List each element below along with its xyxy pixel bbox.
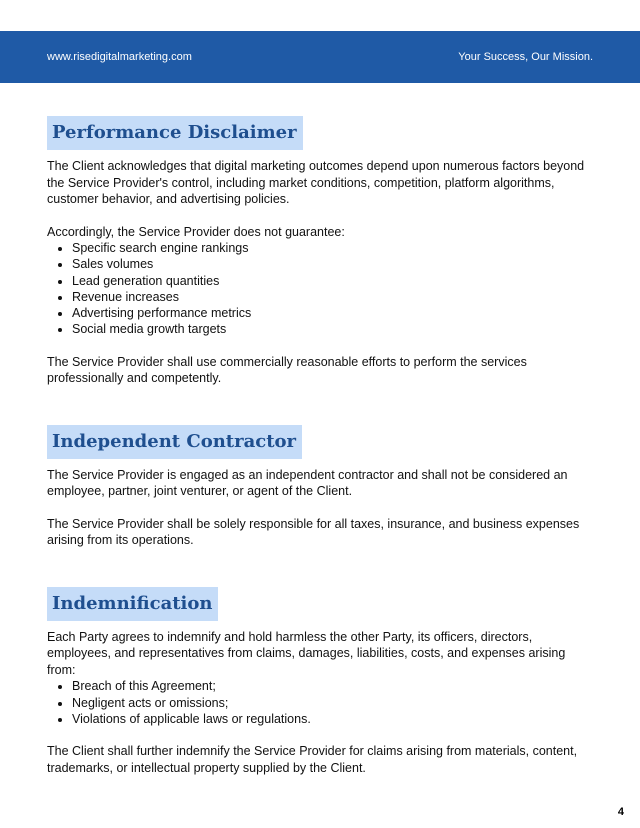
section-independent-contractor <box>47 425 597 549</box>
paragraph: The Client acknowledges that digital marketing outcomes depend upon numerous factors beyond the Service Provider's control, including market conditions, competition, platform algorithms, customer behavior, and advertising policies. <box>47 159 585 206</box>
page-header <box>0 31 640 83</box>
list-item: • Revenue increases <box>72 289 597 305</box>
section-heading: Indemnification <box>47 587 218 621</box>
list-item: • Negligent acts or omissions; <box>72 695 597 711</box>
paragraph: Each Party agrees to indemnify and hold harmless the other Party, its officers, directors, employees, and representatives from claims, damages, liabilities, costs, and expenses arising from: <box>47 629 566 677</box>
list-item: • Lead generation quantities <box>72 273 597 289</box>
paragraph: The Client shall further indemnify the Service Provider for claims arising from materials, content, trademarks, or intellectual property supplied by the Client. <box>47 744 578 775</box>
website-link[interactable]: www.risedigitalmarketing.com <box>47 51 192 63</box>
document-body <box>47 116 597 776</box>
bullet-list <box>47 678 597 727</box>
list-item: • Sales volumes <box>72 256 597 272</box>
list-item: • Breach of this Agreement; <box>72 678 597 694</box>
bullet-list <box>47 240 597 338</box>
paragraph: The Service Provider shall be solely responsible for all taxes, insurance, and business expenses arising from its operations. <box>47 516 580 548</box>
list-item: • Social media growth targets <box>72 321 597 337</box>
paragraph: The Service Provider is engaged as an independent contractor and shall not be considered an employee, partner, joint venturer, or agent of the Client. <box>47 467 568 499</box>
section-indemnification <box>47 587 597 776</box>
list-item: • Specific search engine rankings <box>72 240 597 256</box>
paragraph: The Service Provider shall use commercially reasonable efforts to perform the services professionally and competently. <box>47 354 527 386</box>
paragraph: Accordingly, the Service Provider does not guarantee: <box>47 224 345 239</box>
section-heading: Independent Contractor <box>47 425 302 459</box>
list-item: • Violations of applicable laws or regulations. <box>72 711 597 727</box>
page-number: 4 <box>617 806 624 818</box>
header-tagline: Your Success, Our Mission. <box>458 51 593 63</box>
list-item: • Advertising performance metrics <box>72 305 597 321</box>
section-heading: Performance Disclaimer <box>47 116 303 150</box>
section-performance-disclaimer <box>47 116 597 387</box>
